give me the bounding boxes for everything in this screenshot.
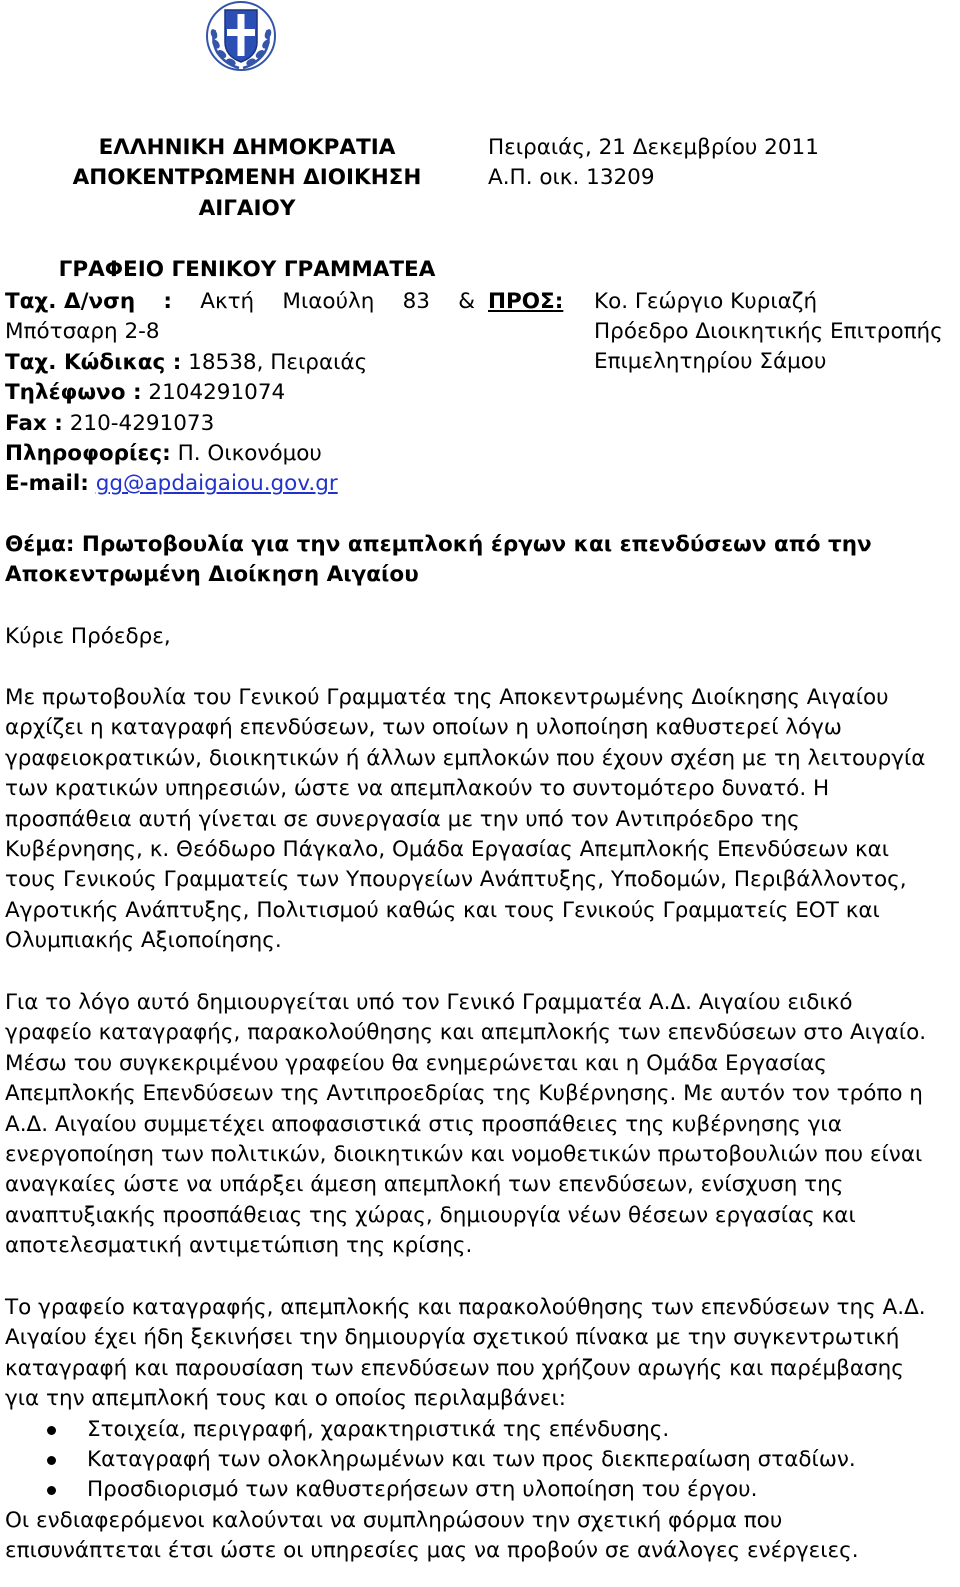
text-line: γραφείο καταγραφής, παρακολούθησης και απεμπλοκής των επενδύσεων στο Αιγαίο. (5, 1020, 927, 1046)
text-line: Κυβέρνησης, κ. Θεόδωρο Πάγκαλο, Ομάδα Εργασίας Απεμπλοκής Επενδύσεων και (5, 837, 890, 863)
text-line: αρχίζει η καταγραφή επενδύσεων, των οποίων η υλοποίηση καθυστερεί λόγω (5, 715, 842, 741)
info-label: Πληροφορίες: (5, 441, 171, 467)
fax-label: Fax : (5, 410, 63, 436)
info-value: Π. Οικονόμου (177, 441, 322, 467)
text-line: αναπτυξιακής προσπάθειας της χώρας, δημιουργία νέων θέσεων εργασίας και (5, 1202, 856, 1228)
text-line: Αιγαίου έχει ήδη ξεκινήσει την δημιουργία σχετικού πίνακα με την συγκεντρωτική (5, 1325, 900, 1351)
text-line: για την απεμπλοκή τους και ο οποίος περιλαμβάνει: (5, 1386, 566, 1412)
bullet-icon (47, 1426, 56, 1435)
text-line: Με πρωτοβουλία του Γενικού Γραμματέα της Αποκεντρωμένης Διοίκησης Αιγαίου (5, 685, 889, 710)
info-row (5, 439, 475, 469)
address-label: Ταχ. Δ/νση (5, 289, 136, 314)
email-link[interactable]: gg@apdaigaiou.gov.gr (95, 471, 338, 497)
place-date: Πειραιάς, 21 Δεκεμβρίου 2011 (488, 135, 819, 160)
paragraph-2 (5, 988, 947, 1262)
text-line: αναγκαίες ώστε να υπάρξει άμεση απεμπλοκή των επενδύσεων, ενίσχυση της (5, 1172, 844, 1198)
text-line: τους Γενικούς Γραμματείς των Υπουργείων Ανάπτυξης, Υποδομών, Περιβάλλοντος, (5, 867, 907, 893)
bullet-list (5, 1415, 947, 1506)
subject-line: Θέμα: Πρωτοβουλία για την απεμπλοκή έργων και επενδύσεων από την (5, 532, 872, 557)
subject-line: Αποκεντρωμένη Διοίκηση Αιγαίου (5, 562, 419, 588)
salutation: Κύριε Πρόεδρε, (5, 624, 171, 649)
zip-row (5, 348, 475, 378)
address-line2: Μπότσαρη 2-8 (5, 319, 160, 345)
address-row (5, 287, 475, 317)
recipient-label: ΠΡΟΣ: (488, 289, 564, 314)
subject (5, 530, 945, 591)
text-line: Το γραφείο καταγραφής, απεμπλοκής και παρακολούθησης των επενδύσεων της Α.Δ. (5, 1295, 926, 1320)
address-word: Ακτή (200, 289, 255, 314)
address-word: 83 (402, 289, 430, 314)
text-line: αποτελεσματική αντιμετώπιση της κρίσης. (5, 1233, 473, 1259)
list-item (5, 1475, 947, 1505)
protocol-number: Α.Π. οικ. 13209 (488, 165, 655, 190)
org-name-line3: ΑΙΓΑΙΟΥ (198, 196, 296, 221)
fax-row (5, 409, 475, 439)
sender-address-block (5, 287, 475, 500)
address-separator: : (163, 289, 172, 314)
recipient-line1: Κο. Γεώργιο Κυριαζή (594, 289, 818, 314)
email-label: E-mail: (5, 471, 89, 497)
list-item (5, 1445, 947, 1475)
phone-label: Τηλέφωνο : (5, 380, 142, 406)
text-line: Μέσω του συγκεκριμένου γραφείου θα ενημερώνεται και η Ομάδα Εργασίας (5, 1050, 827, 1076)
paragraph-1 (5, 683, 947, 957)
list-item (5, 1415, 947, 1445)
office-name: ΓΡΑΦΕΙΟ ΓΕΝΙΚΟΥ ΓΡΑΜΜΑΤΕΑ (58, 257, 436, 282)
phone-row (5, 378, 475, 408)
recipient-line2: Πρόεδρο Διοικητικής Επιτροπής (594, 319, 943, 344)
bullet-icon (47, 1486, 56, 1495)
text-line: των κρατικών υπηρεσιών, ώστε να απεμπλακούν το συντομότερο δυνατό. Η (5, 776, 830, 802)
list-item-text: Καταγραφή των ολοκληρωμένων και των προς διεκπεραίωση σταδίων. (87, 1447, 856, 1473)
text-line: Για το λόγο αυτό δημιουργείται υπό τον Γενικό Γραμματέα Α.Δ. Αιγαίου ειδικό (5, 990, 853, 1015)
address-word: & (458, 289, 475, 314)
phone-value: 2104291074 (148, 380, 286, 406)
text-line: Αγροτικής Ανάπτυξης, Πολιτισμού καθώς και τους Γενικούς Γραμματείς ΕΟΤ και (5, 897, 880, 923)
fax-value: 210-4291073 (69, 410, 215, 436)
text-line: επισυνάπτεται έτσι ώστε οι υπηρεσίες μας να προβούν σε ανάλογες ενέργειες. (5, 1538, 859, 1564)
address-word: Μιαούλη (282, 289, 375, 314)
text-line: γραφειοκρατικών, διοικητικών ή άλλων εμπλοκών που έχουν σχέση με τη λειτουργία (5, 745, 926, 771)
org-name-line1: ΕΛΛΗΝΙΚΗ ΔΗΜΟΚΡΑΤΙΑ (98, 135, 396, 160)
list-item-text: Στοιχεία, περιγραφή, χαρακτηριστικά της επένδυσης. (87, 1416, 670, 1442)
greek-coat-of-arms-icon (205, 0, 277, 72)
text-line: καταγραφή και παρουσίαση των επενδύσεων που χρήζουν αρωγής και παρέμβασης (5, 1355, 904, 1381)
list-item-text: Προσδιορισμό των καθυστερήσεων στη υλοποίηση του έργου. (87, 1477, 758, 1503)
email-row (5, 469, 475, 499)
text-line: ενεργοποίηση των πολιτικών, διοικητικών και νομοθετικών πρωτοβουλιών που είναι (5, 1142, 923, 1168)
text-line: Α.Δ. Αιγαίου συμμετέχει αποφασιστικά στις προσπάθειες της κυβέρνησης για (5, 1111, 842, 1137)
zip-value: 18538, Πειραιάς (188, 349, 368, 375)
org-name-line2: ΑΠΟΚΕΝΤΡΩΜΕΝΗ ΔΙΟΙΚΗΣΗ (72, 165, 422, 190)
recipient-line3: Επιμελητηρίου Σάμου (594, 349, 827, 374)
text-line: Απεμπλοκής Επενδύσεων της Αντιπροεδρίας της Κυβέρνησης. Με αυτόν τον τρόπο η (5, 1081, 923, 1107)
bullet-icon (47, 1456, 56, 1465)
text-line: Οι ενδιαφερόμενοι καλούνται να συμπληρώσουν την σχετική φόρμα που (5, 1507, 783, 1533)
zip-label: Ταχ. Κώδικας : (5, 349, 182, 375)
text-line: Ολυμπιακής Αξιοποίησης. (5, 928, 282, 954)
text-line: προσπάθεια αυτή γίνεται σε συνεργασία με την υπό τον Αντιπρόεδρο της (5, 806, 800, 832)
paragraph-3 (5, 1293, 947, 1567)
